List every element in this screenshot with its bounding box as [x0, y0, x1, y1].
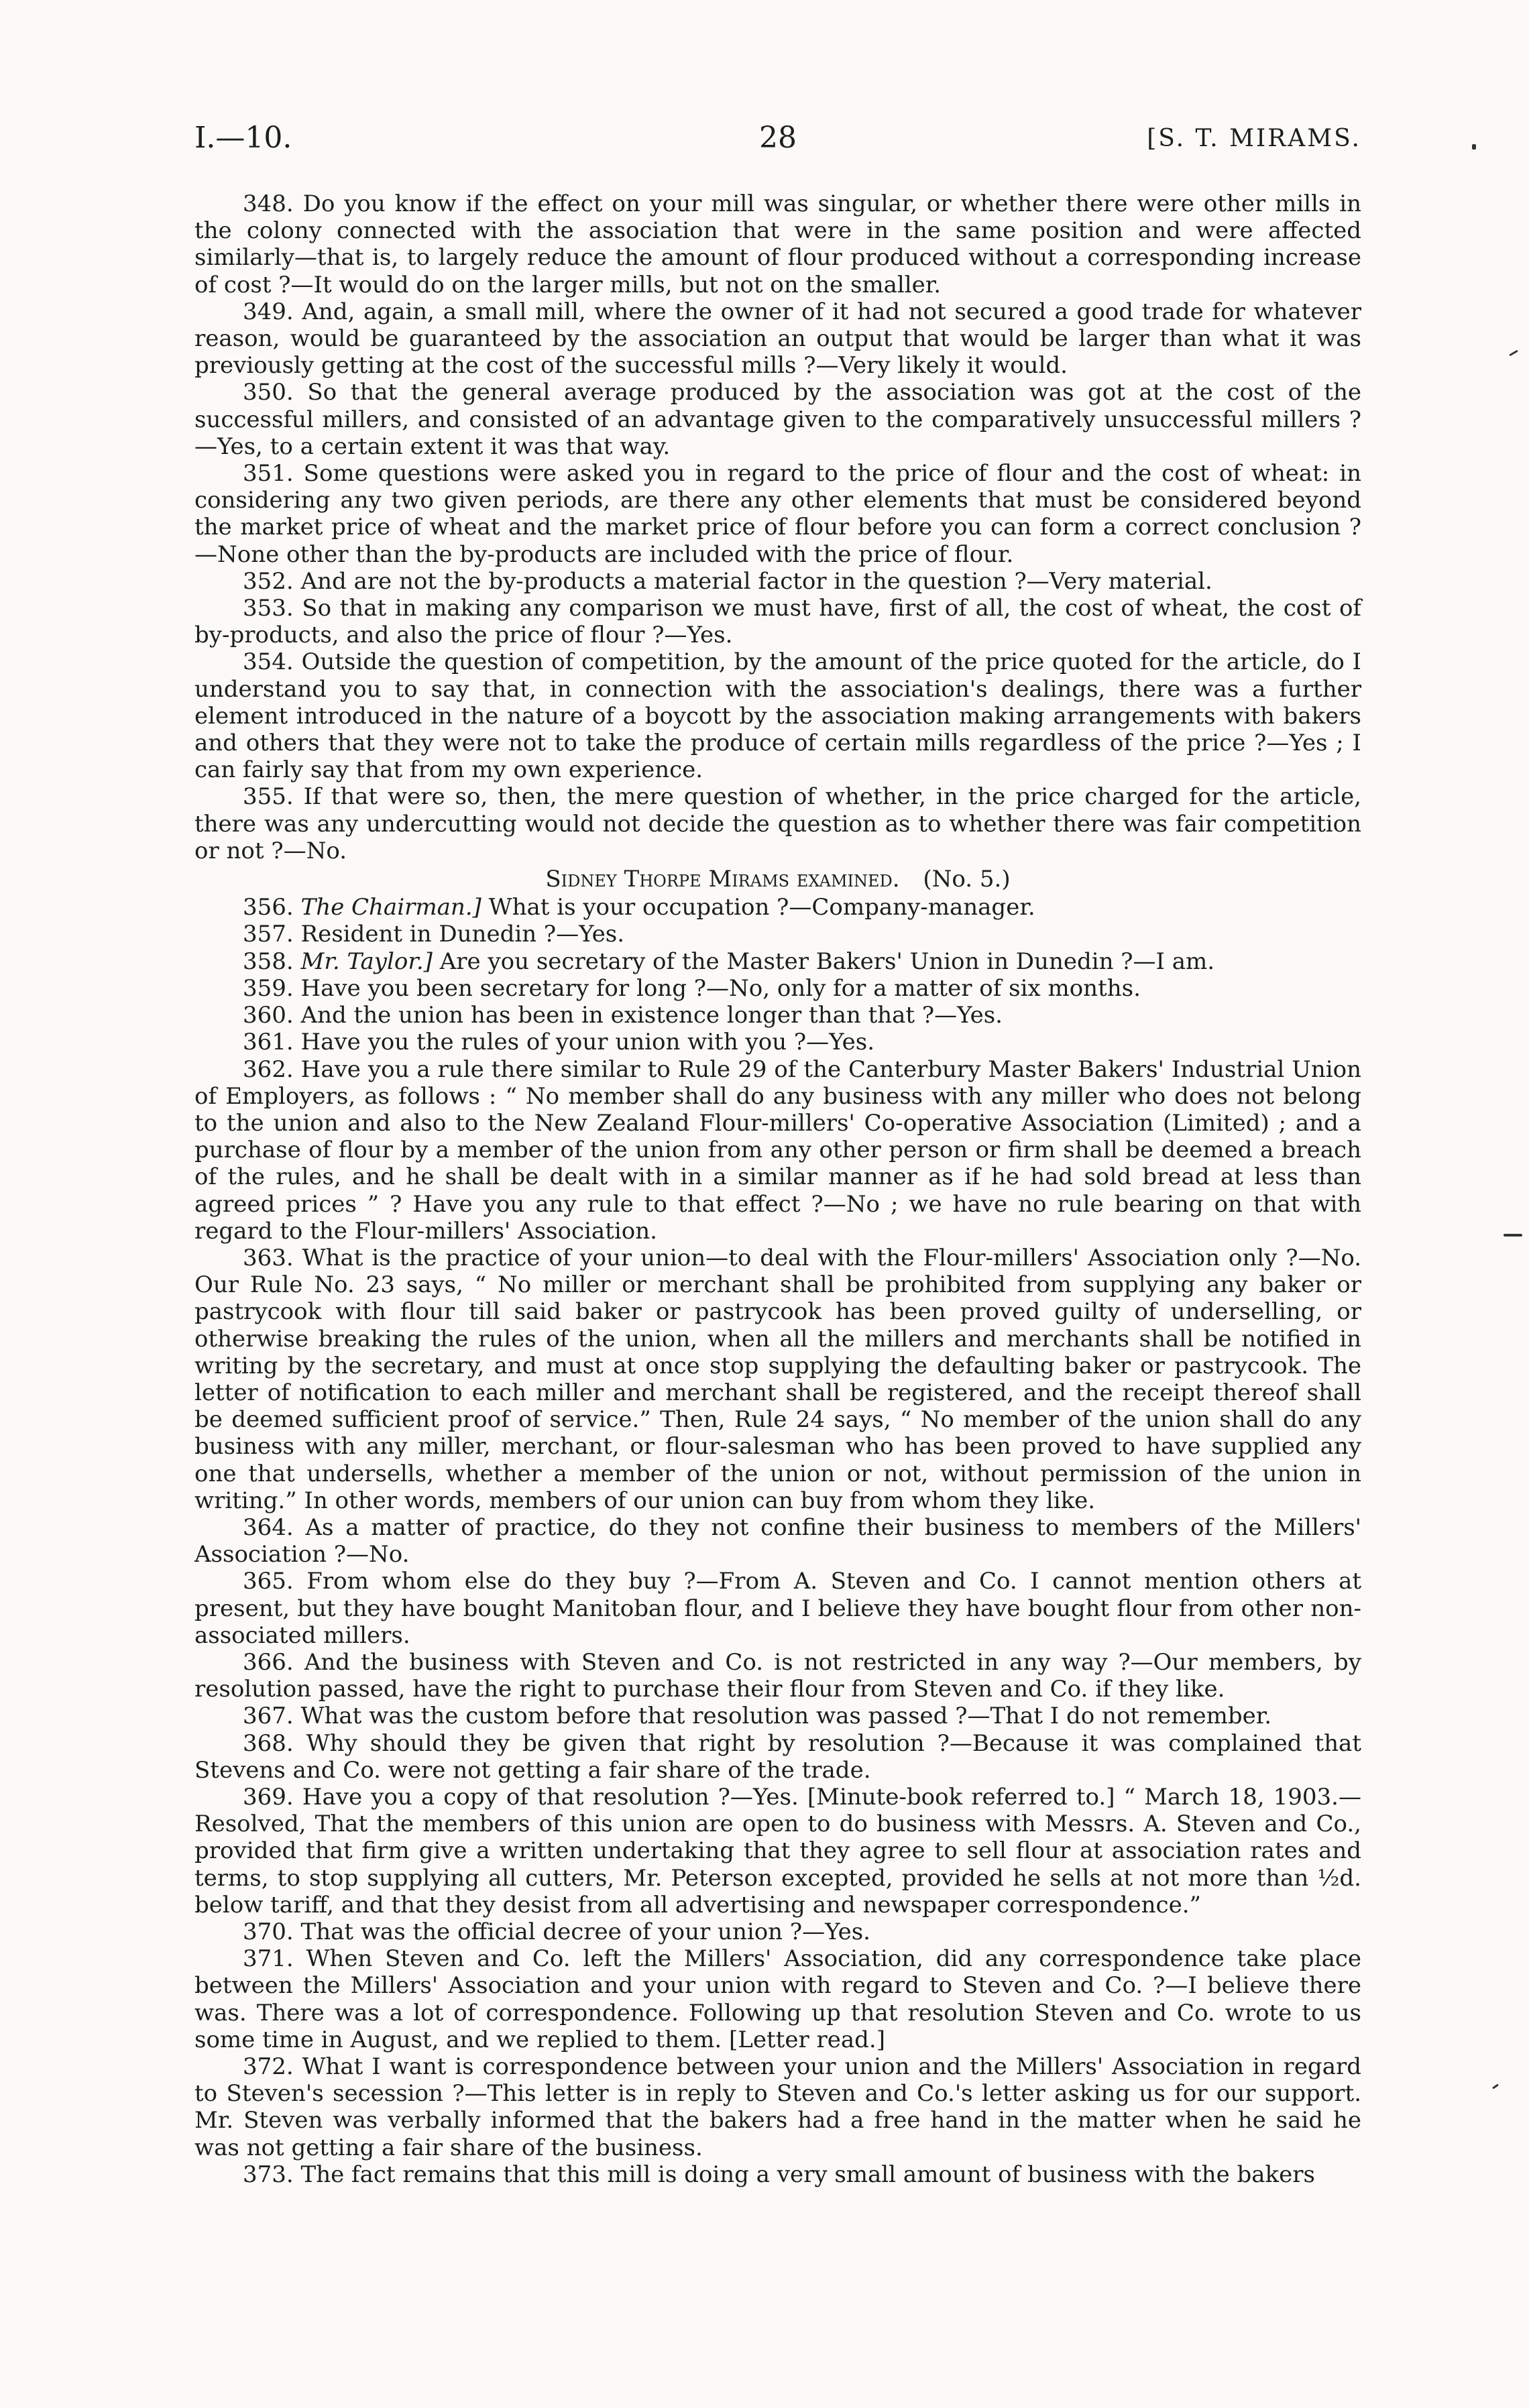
question-number: 358.: [243, 948, 294, 975]
paragraph-372: 372. What I want is correspondence between your union and the Millers' Association in regard to Steven's secession ?—This letter is in reply to Steven and Co.'s letter asking us for our support. Mr. Steven was verbally informed that the bakers had a free hand in the matter when he said he was not getting a fair share of the business.: [194, 2053, 1361, 2161]
paragraph-373: 373. The fact remains that this mill is doing a very small amount of business with the bakers: [243, 2161, 1315, 2188]
paragraph-371: 371. When Steven and Co. left the Millers' Association, did any correspondence take place between the Millers' Association and your union with regard to Steven and Co. ?—I believe there was. There was a lot of correspondence. Following up that resolution Steven and Co. wrote to us some time in August, and we replied to them. [Letter read.]: [194, 1945, 1361, 2053]
paragraph-370: 370. That was the official decree of your union ?—Yes.: [243, 1918, 870, 1945]
question-number: 356.: [243, 894, 294, 921]
scan-mark: [1472, 144, 1476, 150]
paragraph-366: 366. And the business with Steven and Co. is not restricted in any way ?—Our members, by resolution passed, have the right to purchase their flour from Steven and Co. if they like.: [194, 1648, 1361, 1703]
paragraph-356: [194, 894, 1361, 921]
page-number: 28: [759, 121, 797, 155]
speaker-label: The Chairman.]: [300, 894, 482, 921]
question-text: Are you secretary of the Master Bakers' Union in Dunedin ?—I am.: [439, 948, 1215, 975]
question-text: What is your occupation ?—Company-manager.: [488, 894, 1035, 921]
paragraph-358: [194, 948, 1361, 975]
paragraph-368: 368. Why should they be given that right by resolution ?—Because it was complained that Stevens and Co. were not getting a fair share of the trade.: [194, 1729, 1361, 1784]
paragraph-369: 369. Have you a copy of that resolution ?—Yes. [Minute-book referred to.] “ March 18, 1903.—Resolved, That the members of this union are open to do business with Messrs. A. Steven and Co., provided that firm give a written undertaking that they agree to sell flour at association rates and terms, to stop supplying all cutters, Mr. Peterson excepted, provided he sells at not more than ½d. below tariff, and that they desist from all advertising and newspaper correspondence.”: [194, 1783, 1361, 1918]
section-heading: [194, 866, 1361, 893]
scan-mark: [1492, 2083, 1499, 2089]
paragraph-361: 361. Have you the rules of your union with you ?—Yes.: [243, 1029, 875, 1056]
paragraph-360: 360. And the union has been in existence longer than that ?—Yes.: [243, 1002, 1003, 1029]
document-page: [194, 121, 1361, 2188]
paragraph-367: 367. What was the custom before that resolution was passed ?—That I do not remember.: [243, 1703, 1272, 1730]
scan-mark: [1504, 1234, 1522, 1237]
paragraph-359: 359. Have you been secretary for long ?—No, only for a matter of six months.: [243, 974, 1141, 1002]
paragraph-362: 362. Have you a rule there similar to Rule 29 of the Canterbury Master Bakers' Industrial Union of Employers, as follows : “ No member shall do any business with any miller who does not belong to the union and also to the New Zealand Flour-millers' Co-operative Association (Limited) ; and a purchase of flour by a member of the union from any other person or firm shall be deemed a breach of the rules, and he shall be dealt with in a similar manner as if he had sold bread at less than agreed prices ” ? Have you any rule to that effect ?—No ; we have no rule bearing on that with regard to the Flour-millers' Association.: [194, 1055, 1361, 1245]
paragraph-363: 363. What is the practice of your union—to deal with the Flour-millers' Association only ?—No. Our Rule No. 23 says, “ No miller or merchant shall be prohibited from supplying any baker or pastrycook with flour till said baker or pastrycook has been proved guilty of underselling, or otherwise breaking the rules of the union, when all the millers and merchants shall be notified in writing by the secretary, and must at once stop supplying the defaulting baker or pastrycook. The letter of notification to each miller and merchant shall be registered, and the receipt thereof shall be deemed sufficient proof of service.” Then, Rule 24 says, “ No member of the union shall do any business with any miller, merchant, or flour-salesman who has been proved to have supplied any one that undersells, whether a member of the union or not, without permission of the union in writing.” In other words, members of our union can buy from whom they like.: [194, 1244, 1361, 1514]
paragraph-354: 354. Outside the question of competition, by the amount of the price quoted for the article, do I understand you to say that, in connection with the association's dealings, there was a further element introduced in the nature of a boycott by the association making arrangements with bakers and others that they were not to take the produce of certain mills regardless of the price ?—Yes ; I can fairly say that from my own experience.: [194, 648, 1361, 784]
paragraph-350: 350. So that the general average produced by the association was got at the cost of the successful millers, and consisted of an advantage given to the comparatively unsuccessful millers ?—Yes, to a certain extent it was that way.: [194, 379, 1361, 460]
document-reference: I.—10.: [194, 121, 292, 155]
section-heading-number: (No. 5.): [923, 866, 1011, 893]
witness-name: [S. T. MIRAMS.: [1147, 125, 1361, 152]
section-heading-title: Sidney Thorpe Mirams examined.: [545, 866, 900, 893]
page-header: [194, 121, 1361, 174]
paragraph-349: 349. And, again, a small mill, where the owner of it had not secured a good trade for whatever reason, would be guaranteed by the association an output that would be larger than what it was previously getting at the cost of the successful mills ?—Very likely it would.: [194, 298, 1361, 380]
body-text-a: [194, 190, 1361, 864]
paragraph-365: 365. From whom else do they buy ?—From A. Steven and Co. I cannot mention others at present, but they have bought Manitoban flour, and I believe they have bought flour from other non-associated millers.: [194, 1568, 1361, 1649]
paragraph-348: 348. Do you know if the effect on your mill was singular, or whether there were other mills in the colony connected with the association that were in the same position and were affected similarly—that is, to largely reduce the amount of flour produced without a corresponding increase of cost ?—It would do on the larger mills, but not on the smaller.: [194, 190, 1361, 298]
body-text-b: [194, 894, 1361, 2188]
paragraph-351: 351. Some questions were asked you in regard to the price of flour and the cost of wheat: in considering any two given periods, are there any other elements that must be considered beyond the market price of wheat and the market price of flour before you can form a correct conclusion ?—None other than the by-products are included with the price of flour.: [194, 460, 1361, 568]
paragraph-352: 352. And are not the by-products a material factor in the question ?—Very material.: [243, 567, 1212, 595]
speaker-label: Mr. Taylor.]: [300, 948, 433, 975]
paragraph-357: 357. Resident in Dunedin ?—Yes.: [243, 921, 625, 948]
scan-mark: [1509, 350, 1518, 357]
paragraph-364: 364. As a matter of practice, do they not confine their business to members of the Millers' Association ?—No.: [194, 1513, 1361, 1568]
paragraph-355: 355. If that were so, then, the mere question of whether, in the price charged for the article, there was any undercutting would not decide the question as to whether there was fair competition or not ?—No.: [194, 783, 1361, 864]
paragraph-353: 353. So that in making any comparison we must have, first of all, the cost of wheat, the cost of by-products, and also the price of flour ?—Yes.: [194, 595, 1361, 649]
